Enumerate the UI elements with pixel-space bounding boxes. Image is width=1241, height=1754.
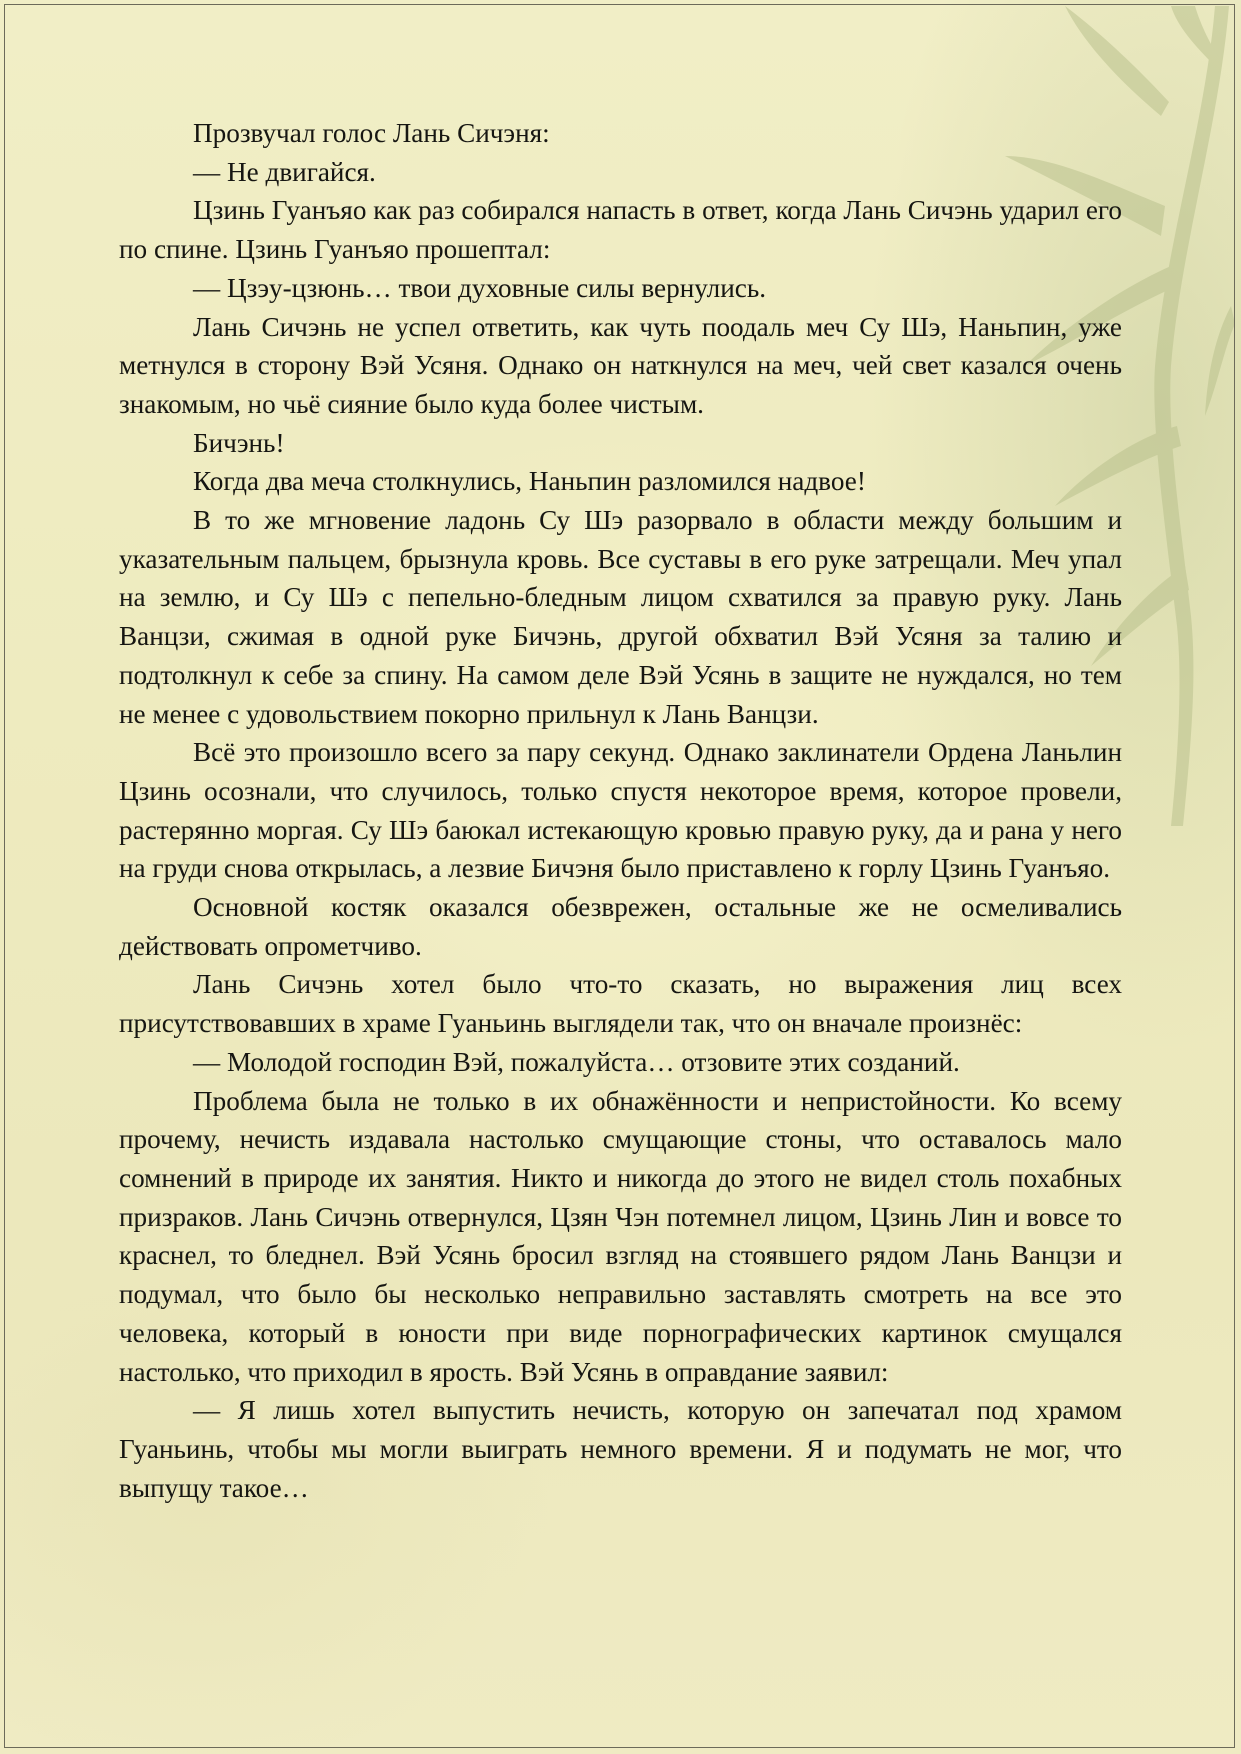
paragraph: Когда два меча столкнулись, Наньпин разломился надвое! bbox=[193, 466, 866, 497]
document-text bbox=[119, 114, 1122, 1507]
paragraph: Проблема была не только в их обнажённости и непристойности. Ко всему прочему, нечисть издавала настолько смущающие стоны, что оставалось мало сомнений в природе их занятия. Никто и никогда до этого не видел столь похабных призраков. Лань Сичэнь отвернулся, Цзян Чэн потемнел лицом, Цзинь Лин и вовсе то краснел, то бледнел. Вэй Усянь бросил взгляд на стоявшего рядом Лань Ванцзи и подумал, что было бы несколько неправильно заставлять смотреть на все это человека, который в юности при виде порнографических картинок смущался настолько, что приходил в ярость. Вэй Усянь в оправдание заявил: bbox=[119, 1085, 1122, 1387]
paragraph: В то же мгновение ладонь Су Шэ разорвало в области между большим и указательным пальцем, брызнула кровь. Все суставы в его руке затрещали. Меч упал на землю, и Су Шэ с пепельно-бледным лицом схватился за правую руку. Лань Ванцзи, сжимая в одной руке Бичэнь, другой обхватил Вэй Усяня за талию и подтолкнул к себе за спину. На самом деле Вэй Усянь в защите не нуждался, но тем не менее с удовольствием покорно прильнул к Лань Ванцзи. bbox=[119, 505, 1122, 729]
paragraph: — Цзэу-цзюнь… твои духовные силы вернулись. bbox=[193, 272, 767, 303]
paragraph: Цзинь Гуанъяо как раз собирался напасть в ответ, когда Лань Сичэнь ударил его по спине. Цзинь Гуанъяо прошептал: bbox=[119, 195, 1122, 265]
paragraph: Всё это произошло всего за пару секунд. Однако заклинатели Ордена Ланьлин Цзинь осознали, что случилось, только спустя некоторое время, которое провели, растерянно моргая. Су Шэ баюкал истекающую кровью правую руку, да и рана у него на груди снова открылась, а лезвие Бичэня было приставлено к горлу Цзинь Гуанъяо. bbox=[119, 737, 1122, 884]
paragraph: — Молодой господин Вэй, пожалуйста… отзовите этих созданий. bbox=[193, 1046, 960, 1077]
paragraph: Бичэнь! bbox=[193, 427, 285, 458]
paragraph: — Я лишь хотел выпустить нечисть, которую он запечатал под храмом Гуаньинь, чтобы мы могли выиграть немного времени. Я и подумать не мог, что выпущу такое… bbox=[119, 1395, 1122, 1503]
paragraph: Лань Сичэнь хотел было что-то сказать, но выражения лиц всех присутствовавших в храме Гуаньинь выглядели так, что он вначале произнёс: bbox=[119, 969, 1122, 1039]
paragraph: Прозвучал голос Лань Сичэня: bbox=[193, 118, 550, 148]
paragraph: Лань Сичэнь не успел ответить, как чуть поодаль меч Су Шэ, Наньпин, уже метнулся в сторону Вэй Усяня. Однако он наткнулся на меч, чей свет казался очень знакомым, но чьё сияние было куда более чистым. bbox=[119, 311, 1122, 419]
paragraph: Основной костяк оказался обезврежен, остальные же не осмеливались действовать опрометчиво. bbox=[119, 892, 1122, 961]
paragraph: — Не двигайся. bbox=[193, 156, 376, 187]
